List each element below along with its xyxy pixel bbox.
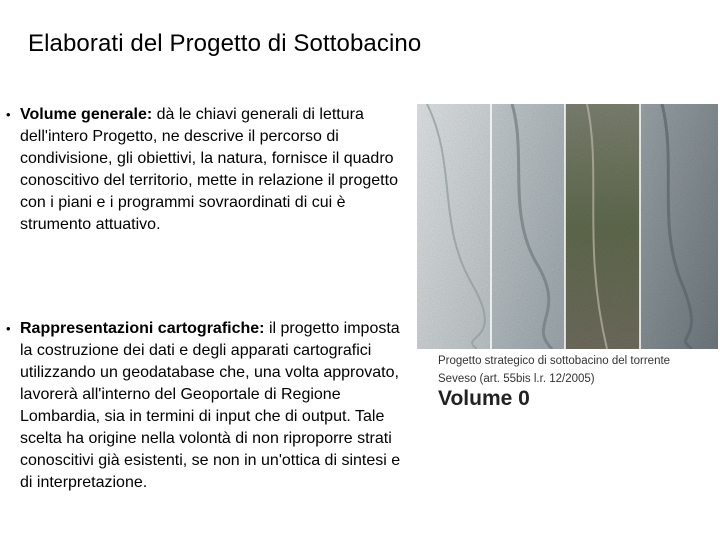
bullet-text: il progetto imposta la costruzione dei dati e degli apparati cartografici utilizzando un geodatabase che, una volta approvato, lavorerà all'interno del Geoportale di Regione Lombardia, sia in termini di input che di output. Tale scelta ha origine nella volontà di non riproporre strati conoscitivi già esistenti, se non in un'ottica di sintesi e di interpretazione.: [20, 320, 401, 491]
bullet-marker: •: [6, 107, 11, 122]
bullet-body: [20, 318, 410, 494]
cover-caption-line2: Seveso (art. 55bis l.r. 12/2005): [438, 373, 595, 385]
cover-caption: [438, 352, 714, 388]
map-strips-picture: [417, 104, 718, 349]
bullet-volume-generale: [6, 104, 410, 236]
bullet-lead: Rappresentazioni cartografiche:: [20, 320, 265, 337]
bullet-body: [20, 104, 410, 236]
bullet-lead: Volume generale:: [20, 106, 153, 123]
volume-cover-image: [417, 104, 718, 420]
cover-volume-label: Volume 0: [438, 387, 530, 410]
bullet-rappresentazioni-cartografiche: [6, 318, 410, 494]
bullet-text: dà le chiavi generali di lettura dell'intero Progetto, ne descrive il percorso di condivisione, gli obiettivi, la natura, fornisce il quadro conoscitivo del territorio, mette in relazione il progetto con i piani e i programmi sovraordinati di cui è strumento attuativo.: [20, 106, 398, 233]
bullet-marker: •: [6, 321, 11, 336]
slide-title: Elaborati del Progetto di Sottobacino: [28, 30, 422, 57]
cover-caption-line1: Progetto strategico di sottobacino del torrente: [438, 355, 671, 367]
